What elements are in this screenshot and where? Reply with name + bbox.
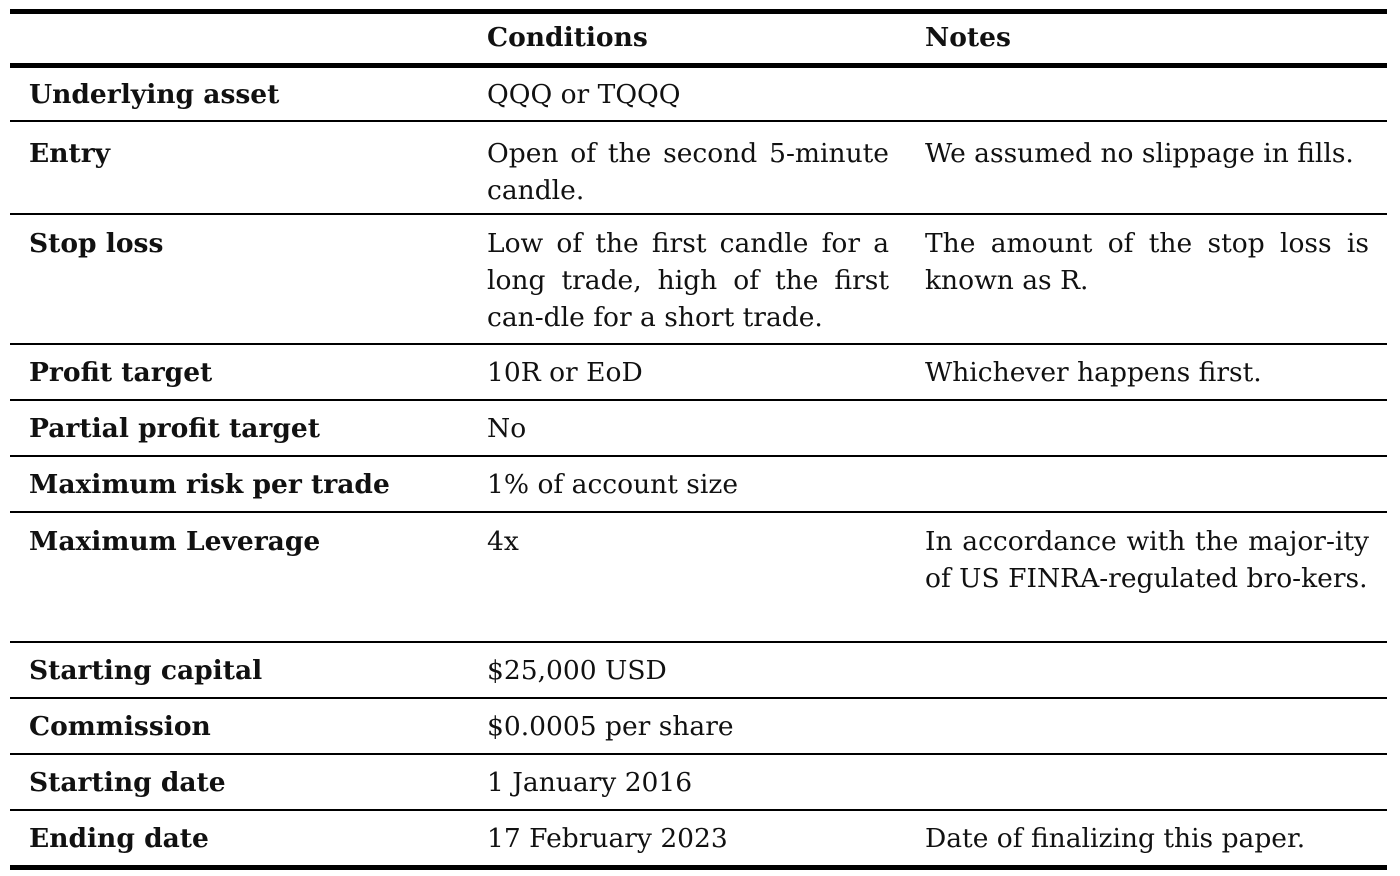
table-row <box>10 401 1387 455</box>
table-row <box>10 215 1387 343</box>
row-notes <box>909 708 1387 753</box>
row-conditions: 4x <box>487 526 519 557</box>
row-notes: Date of finalizing this paper. <box>925 823 1306 854</box>
row-notes <box>909 76 1387 120</box>
row-label: Ending date <box>29 823 209 854</box>
header-cell-notes: Notes <box>925 22 1011 53</box>
row-conditions: QQQ or TQQQ <box>487 79 681 110</box>
row-conditions: 1% of account size <box>487 469 739 500</box>
row-notes <box>909 410 1387 455</box>
row-label: Starting capital <box>29 655 263 686</box>
table-row <box>10 513 1387 641</box>
row-label: Underlying asset <box>29 79 280 110</box>
row-conditions: $0.0005 per share <box>487 711 734 742</box>
row-label: Starting date <box>29 767 226 798</box>
row-conditions: 17 February 2023 <box>487 823 728 854</box>
table-row <box>10 457 1387 511</box>
row-conditions: 1 January 2016 <box>487 767 693 798</box>
conditions-table <box>10 9 1387 870</box>
row-notes <box>909 466 1387 511</box>
table-header-row <box>10 14 1387 63</box>
row-conditions: Low of the first candle for a long trade, high of the first can-dle for a short trade. <box>487 228 889 333</box>
table-row <box>10 68 1387 120</box>
row-conditions: Open of the second 5-minute candle. <box>487 138 889 206</box>
header-cell-conditions: Conditions <box>487 22 648 53</box>
row-notes <box>909 652 1387 697</box>
header-cell-label <box>10 19 468 63</box>
row-notes: Whichever happens first. <box>925 357 1262 388</box>
row-label: Stop loss <box>29 228 164 259</box>
row-label: Maximum risk per trade <box>29 469 390 500</box>
row-conditions: No <box>487 413 527 444</box>
row-notes: We assumed no slippage in fills. <box>925 138 1354 169</box>
row-conditions: 10R or EoD <box>487 357 643 388</box>
row-conditions: $25,000 USD <box>487 655 667 686</box>
table-row <box>10 811 1387 865</box>
table-row <box>10 699 1387 753</box>
table-row <box>10 643 1387 697</box>
row-notes <box>909 764 1387 809</box>
bottom-rule <box>10 865 1387 870</box>
row-notes: The amount of the stop loss is known as R. <box>925 228 1369 296</box>
table-row <box>10 122 1387 213</box>
row-label: Maximum Leverage <box>29 526 321 557</box>
row-label: Entry <box>29 138 111 169</box>
table-row <box>10 755 1387 809</box>
table-row <box>10 345 1387 399</box>
row-notes: In accordance with the major-ity of US FINRA-regulated bro-kers. <box>925 526 1369 594</box>
row-label: Commission <box>29 711 211 742</box>
row-label: Partial profit target <box>29 413 321 444</box>
row-label: Profit target <box>29 357 213 388</box>
